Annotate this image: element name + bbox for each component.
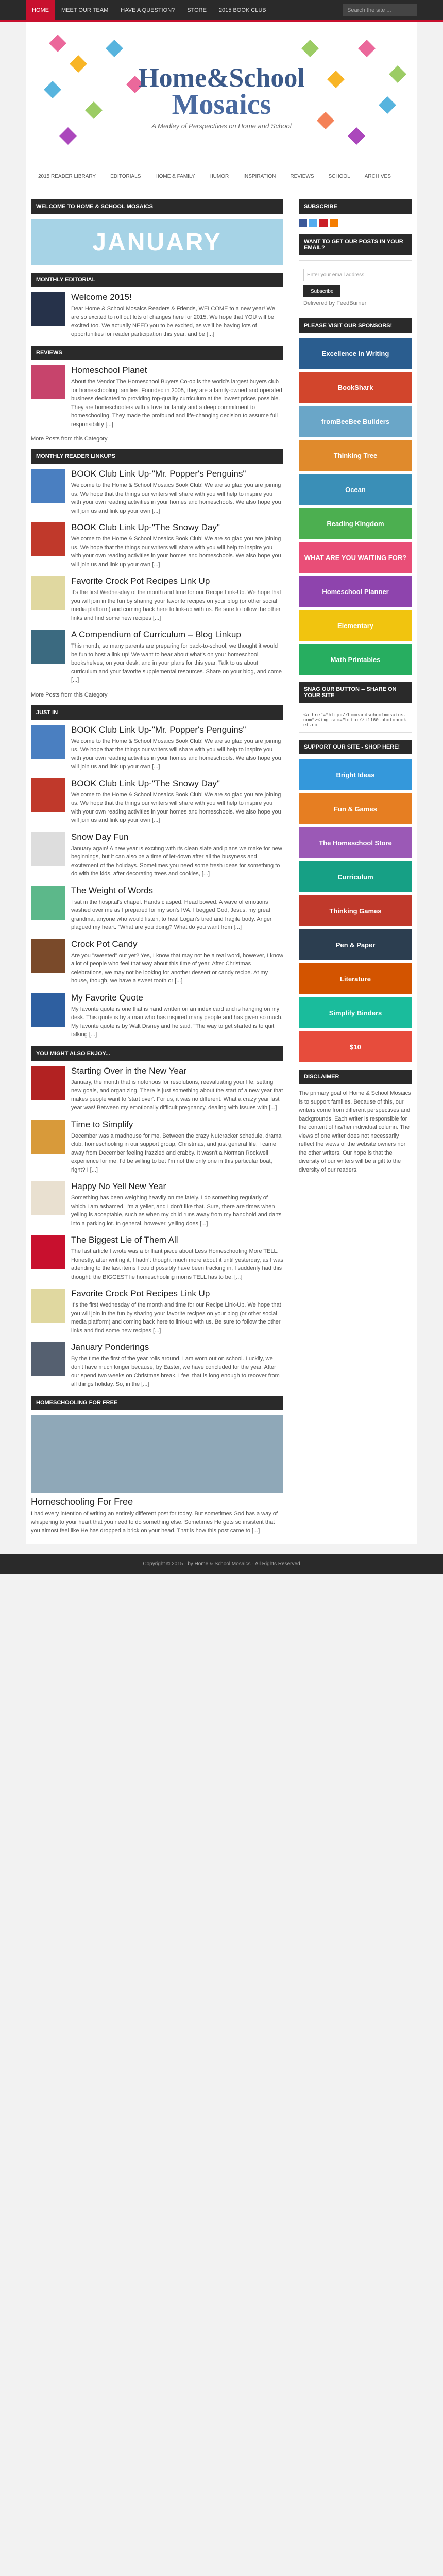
post-excerpt: December was a madhouse for me. Between the crazy Nutcracker schedule, drama club, homeschooling in our support group, Christmas, and just general life, I came away from December feeling frazzled and crabby. It wasn't a Norman Rockwell experience for me. I'd be willing to bet I'm not the only one in this particular boat, right? I [...] [71,1132,282,1173]
post-excerpt: It's the first Wednesday of the month and time for our Recipe Link-Up. We hope that you will join in the fun by sharing your favorite recipes on your blog (or other social media platform) and coming back here to link-up with us. Be sure to follow the other links and find some new recipes [...] [71,1302,281,1334]
social-icons [299,219,412,227]
post-title[interactable]: Homeschool Planet [71,365,147,375]
list-item[interactable] [31,630,283,685]
sponsor-ad[interactable]: Ocean [299,474,412,505]
post-thumbnail[interactable] [31,630,65,664]
post-thumbnail[interactable] [31,939,65,973]
list-item[interactable] [31,1289,283,1335]
post-title[interactable]: A Compendium of Curriculum – Blog Linkup [71,630,241,639]
logo-tagline: A Medley of Perspectives on Home and School [151,122,292,130]
list-item[interactable] [31,1235,283,1281]
post-thumbnail[interactable] [31,993,65,1027]
store-heading: SUPPORT OUR SITE - SHOP HERE! [299,740,412,754]
feedburner-note: Delivered by FeedBurner [303,300,367,307]
post-thumbnail[interactable] [31,725,65,759]
store-ad[interactable]: Pen & Paper [299,929,412,960]
sponsor-list [299,338,412,675]
nav-home-family[interactable]: HOME & FAMILY [155,174,195,179]
post-excerpt: By the time the first of the year rolls around, I am worn out on school. Luckily, we don't have much longer because, by Easter, we have concluded for the year. After our spend two weeks on Christmas break, I feel that is long enough to recover from all things holiday. So, in the [...] [71,1355,280,1387]
main-nav [31,166,412,187]
post-thumbnail[interactable] [31,1342,65,1376]
sponsor-ad[interactable]: Thinking Tree [299,440,412,471]
store-list [299,759,412,1062]
rss-icon[interactable] [330,219,338,227]
post-title[interactable]: The Biggest Lie of Them All [71,1235,178,1245]
email-widget [299,260,412,311]
list-item[interactable] [31,725,283,771]
post-thumbnail[interactable] [31,1235,65,1269]
store-ad[interactable]: Thinking Games [299,895,412,926]
post-excerpt: Dear Home & School Mosaics Readers & Friends, WELCOME to a new year! We are so excited to roll out lots of changes here for 2015. We hope that YOU will be excited too. We actually NEED you to be excited, as we'll be having lots of opportunities for reader participation this year, and be [...] [71,306,275,337]
welcome-heading: WELCOME TO HOME & SCHOOL MOSAICS [31,199,283,214]
sponsor-ad[interactable]: WHAT ARE YOU WAITING FOR? [299,542,412,573]
button-code[interactable]: <a href="http://homeandschoolmosaics.com"><img src="http://i1160.photobucket.co [303,713,406,728]
reviews-heading: REVIEWS [31,346,283,360]
list-item[interactable] [31,1342,283,1388]
sponsor-ad[interactable]: fromBeeBee Builders [299,406,412,437]
topnav-team[interactable]: MEET OUR TEAM [61,7,109,13]
facebook-icon[interactable] [299,219,307,227]
nav-school[interactable]: SCHOOL [328,174,350,179]
post-thumbnail[interactable] [31,1066,65,1100]
site-header [31,22,412,166]
post-title[interactable]: Favorite Crock Pot Recipes Link Up [71,1289,210,1298]
nav-inspiration[interactable]: INSPIRATION [243,174,276,179]
post-title[interactable]: BOOK Club Link Up-"Mr. Popper's Penguins" [71,724,246,735]
topnav-store[interactable]: STORE [187,7,207,13]
store-ad[interactable]: Literature [299,963,412,994]
post-title[interactable]: Homeschooling For Free [31,1497,133,1507]
post-title[interactable]: My Favorite Quote [71,992,143,1003]
justin-heading: JUST IN [31,705,283,720]
list-item[interactable] [31,832,283,878]
pinterest-icon[interactable] [319,219,328,227]
post-title[interactable]: The Weight of Words [71,885,154,895]
post-title[interactable]: Time to Simplify [71,1119,133,1129]
post-excerpt: Welcome to the Home & School Mosaics Book Club! We are so glad you are joining us. We hope that the things our writers will share with you will help to inspire you with your own reading activities in your homes and homeschools. We also hope you will join us and link up your own [...] [71,536,281,568]
post-thumbnail[interactable] [31,1181,65,1215]
post-excerpt: January, the month that is notorious for resolutions, reevaluating your life, setting new goals, and organizing. There is just something about the start of a new year that makes people want to 'start over'. For us, it was no different. What a crazy year last year was! Between my emotionally difficult pregnancy, dealing with issues with [...] [71,1079,283,1111]
store-ad[interactable]: Fun & Games [299,793,412,824]
email-heading: WANT TO GET OUR POSTS IN YOUR EMAIL? [299,234,412,255]
button-widget [299,708,412,733]
page-wrap [26,22,417,1544]
list-item[interactable] [31,778,283,825]
post-title[interactable]: Favorite Crock Pot Recipes Link Up [71,576,210,586]
post-excerpt: This month, so many parents are preparing for back-to-school, we thought it would be fun to host a link up! We want to hear about what's on your homeschool bookshelves, on your desk, and in your plans for this year. Talk to us about curriculum and your favorite supplemental resources. Share on your blog, and come [...] [71,643,282,683]
topnav-question[interactable]: HAVE A QUESTION? [121,7,175,13]
post-thumbnail[interactable] [31,292,65,326]
top-nav [26,0,272,21]
post-title[interactable]: BOOK Club Link Up-"The Snowy Day" [71,522,220,532]
logo-mosaics: Mosaics [172,89,271,121]
editorial-post[interactable] [31,292,283,338]
list-item[interactable] [31,469,283,515]
main-column [31,192,283,1544]
post-title[interactable]: Happy No Yell New Year [71,1181,166,1191]
store-ad[interactable]: Simplify Binders [299,997,412,1028]
list-item[interactable] [31,939,283,986]
nav-humor[interactable]: HUMOR [209,174,229,179]
site-footer: Copyright © 2015 · by Home & School Mosaics · All Rights Reserved [0,1554,443,1574]
post-thumbnail[interactable] [31,1289,65,1323]
subscribe-heading: SUBSCRIBE [299,199,412,214]
disclaimer-heading: DISCLAIMER [299,1070,412,1084]
list-item[interactable] [31,1066,283,1112]
post-excerpt: My favorite quote is one that is hand written on an index card and is hanging on my desk. This quote is by a man who has inspired many people and has given so much. My favorite quote is by Walt Disney and he said, "The way to get started is to quit talking [...] [71,1006,283,1038]
twitter-icon[interactable] [309,219,317,227]
top-bar [0,0,443,22]
sidebar [299,192,412,1544]
editorial-heading: MONTHLY EDITORIAL [31,273,283,287]
post-thumbnail[interactable] [31,886,65,920]
post-excerpt: Something has been weighing heavily on me lately. I do something regularly of which I am ashamed. I'm a yeller, and I don't like that. Sure, there are times when yelling is acceptable, such as when my child runs away from my handhold and darts into a parking lot. In general, however, yelling does [...] [71,1195,282,1227]
post-excerpt: Welcome to the Home & School Mosaics Book Club! We are so glad you are joining us. We hope that the things our writers will share with you will help to inspire you with your own reading activities in your homes and homeschools. We also hope you will join us and link up your own [...] [71,482,281,514]
search-input[interactable]: Search the site ... [343,4,417,16]
review-post[interactable] [31,365,283,429]
store-ad[interactable]: Curriculum [299,861,412,892]
post-thumbnail[interactable] [31,365,65,399]
sponsor-ad[interactable]: BookShark [299,372,412,403]
nav-reviews[interactable]: REVIEWS [290,174,314,179]
list-item[interactable] [31,993,283,1039]
topnav-home[interactable]: HOME [26,0,55,21]
list-item[interactable] [31,576,283,622]
post-excerpt: January again! A new year is exciting with its clean slate and plans we make for new beginnings, but it can also be a time of let-down after all the busyness and excitement of the holidays. Sometimes you need some fresh ideas for something to do with the kids, after decorating trees and cookies, [...] [71,845,282,877]
more-posts-link[interactable]: More Posts from this Category [31,691,108,698]
logo-school: School [229,63,305,93]
disclaimer-text: The primary goal of Home & School Mosaics is to support families. Because of this, our writers come from different perspectives and backgrounds. Each writer is responsible for the content of his/her individual column. The views of one writer does not necessarily reflect the views of the website owners nor the other writers. Our hope is that the diversity of our writers will be a gift to the diversity of our readers. [299,1090,411,1173]
post-excerpt: Welcome to the Home & School Mosaics Book Club! We are so glad you are joining us. We hope that the things our writers will share with you will help to inspire you with your own reading activities in your homes and homeschools. We also hope you will join us and link up your own [...] [71,738,281,770]
post-image[interactable] [31,1415,283,1493]
post-thumbnail[interactable] [31,522,65,556]
post-thumbnail[interactable] [31,832,65,866]
nav-editorials[interactable]: EDITORIALS [110,174,141,179]
site-logo[interactable] [138,63,305,130]
store-ad[interactable]: Bright Ideas [299,759,412,790]
button-heading: SNAG OUR BUTTON -- SHARE ON YOUR SITE [299,682,412,703]
linkups-heading: MONTHLY READER LINKUPS [31,449,283,464]
also-enjoy-heading: YOU MIGHT ALSO ENJOY... [31,1046,283,1061]
more-posts-link[interactable]: More Posts from this Category [31,436,108,442]
content-area [31,187,412,1544]
january-banner[interactable]: JANUARY [31,219,283,265]
post-excerpt: The last article I wrote was a brilliant piece about Less Homeschooling More TELL. Honestly, after writing it, I hadn't thought much more about it until yesterday, as I was attending to the last items I could possibly have been tracking in, I suddenly had this thought: the BIGGEST lie homeschooling moms TELL has to be, [...] [71,1248,283,1280]
post-excerpt: I sat in the hospital's chapel. Hands clasped. Head bowed. A wave of emotions washed over me as I prepared for my son's IVA. I begged God, Jesus, my great grandma, anyone who would listen, to heal Logan's tired and fragile body. Anger plagued my heart. "What are you doing? What do you want from [...] [71,899,272,930]
post-title[interactable]: BOOK Club Link Up-"Mr. Popper's Penguins" [71,469,246,479]
post-title[interactable]: Snow Day Fun [71,832,129,842]
post-title[interactable]: Crock Pot Candy [71,939,138,949]
post-title[interactable]: January Ponderings [71,1342,149,1352]
post-excerpt: I had every intention of writing an entirely different post for today. But sometimes God has a way of whispering to your heart that you need to do something else. Sometimes He gets so insistent that you almost feel like He has dropped a brick on your head. That is how this post came to [...] [31,1511,278,1534]
subscribe-button[interactable]: Subscribe [303,285,340,297]
post-thumbnail[interactable] [31,469,65,503]
list-item[interactable] [31,1181,283,1228]
sponsors-heading: PLEASE VISIT OUR SPONSORS! [299,318,412,333]
logo-home: Home [138,63,207,93]
post-excerpt: Are you "sweeted" out yet? Yes, I know that may not be a real word, however, I know a lot of people who feel that way about this time of year. After Christmas celebrations, we may not be looking for another dessert or candy recipe. At my house, though, we have a sweet tooth or [...] [71,952,283,984]
store-ad[interactable]: The Homeschool Store [299,827,412,858]
list-item[interactable] [31,886,283,932]
post-thumbnail[interactable] [31,778,65,812]
sponsor-ad[interactable]: Reading Kingdom [299,508,412,539]
post-excerpt: About the Vendor The Homeschool Buyers Co-op is the world's largest buyers club for homeschooling families. Founded in 2005, they are a family-owned and operated business dedicated to providing top-quality curriculum at the lowest prices possible. They are homeschoolers with a love for family and a deep commitment to homeschooling. They made the profound and life-changing decision to assume full responsibility [...] [71,379,282,428]
sponsor-ad[interactable]: Math Printables [299,644,412,675]
free-heading: HOMESCHOOLING FOR FREE [31,1396,283,1410]
topnav-bookclub[interactable]: 2015 BOOK CLUB [218,7,266,13]
sponsor-ad[interactable]: Excellence in Writing [299,338,412,369]
list-item[interactable] [31,522,283,569]
post-thumbnail[interactable] [31,1120,65,1154]
post-title[interactable]: BOOK Club Link Up-"The Snowy Day" [71,778,220,788]
store-ad[interactable]: $10 [299,1031,412,1062]
sponsor-ad[interactable]: Homeschool Planner [299,576,412,607]
sponsor-ad[interactable]: Elementary [299,610,412,641]
list-item[interactable] [31,1120,283,1175]
nav-library[interactable]: 2015 READER LIBRARY [38,174,96,179]
post-excerpt: Welcome to the Home & School Mosaics Book Club! We are so glad you are joining us. We hope that the things our writers will share with you will help to inspire you with your own reading activities in your homes and homeschools. We also hope you will join us and link up your own [...] [71,791,281,823]
logo-amp: & [207,63,229,93]
free-post[interactable] [31,1415,283,1535]
post-title[interactable]: Starting Over in the New Year [71,1065,186,1076]
post-thumbnail[interactable] [31,576,65,610]
post-excerpt: It's the first Wednesday of the month and time for our Recipe Link-Up. We hope that you will join in the fun by sharing your favorite recipes on your blog (or other social media platform) and coming back here to link-up with us. Be sure to follow the other links and find some new recipes [...] [71,589,281,621]
post-title[interactable]: Welcome 2015! [71,292,132,302]
nav-archives[interactable]: ARCHIVES [364,174,391,179]
email-field[interactable]: Enter your email address: [303,269,407,281]
